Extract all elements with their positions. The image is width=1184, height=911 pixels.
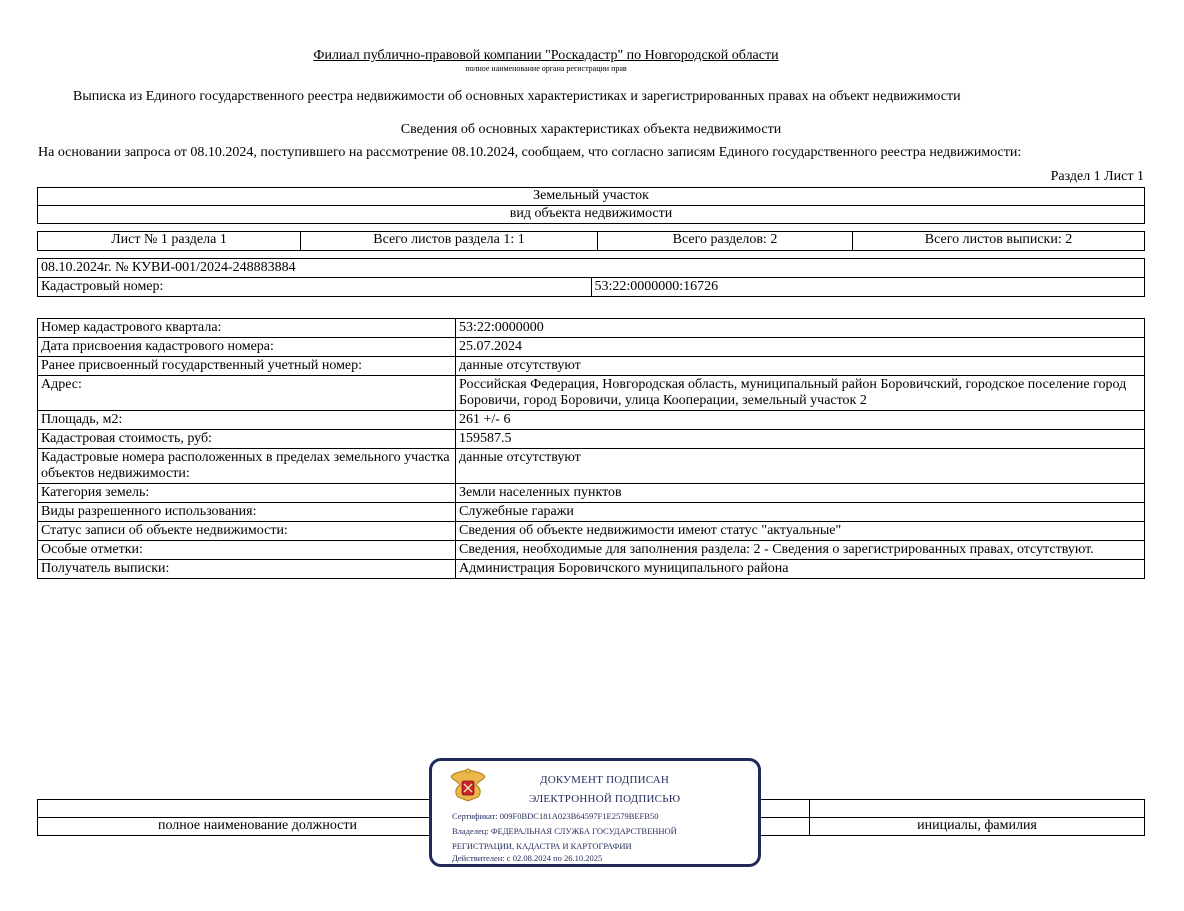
detail-label: Дата присвоения кадастрового номера:	[38, 338, 456, 357]
sheet-info-table	[37, 231, 1145, 251]
detail-row	[38, 411, 1145, 430]
detail-value: 159587.5	[456, 430, 1145, 449]
detail-label: Особые отметки:	[38, 541, 456, 560]
section-title: Сведения об основных характеристиках объекта недвижимости	[400, 122, 782, 137]
extract-title: Выписка из Единого государственного реестра недвижимости об основных характеристиках и зарегистрированных правах на объект недвижимости	[73, 89, 961, 104]
record-table	[37, 258, 1145, 297]
record-number: 08.10.2024г. № КУВИ-001/2024-248883884	[38, 259, 1145, 278]
cadastral-number-label: Кадастровый номер:	[38, 278, 592, 297]
detail-value: 261 +/- 6	[456, 411, 1145, 430]
object-type: Земельный участок	[38, 188, 1145, 206]
detail-row	[38, 319, 1145, 338]
detail-label: Получатель выписки:	[38, 560, 456, 579]
section-sheet: Раздел 1 Лист 1	[1050, 169, 1144, 184]
detail-value: Сведения об объекте недвижимости имеют статус "актуальные"	[456, 522, 1145, 541]
detail-label: Номер кадастрового квартала:	[38, 319, 456, 338]
detail-row	[38, 503, 1145, 522]
detail-label: Адрес:	[38, 376, 456, 411]
detail-label: Площадь, м2:	[38, 411, 456, 430]
name-cell	[810, 800, 1145, 818]
object-type-table	[37, 187, 1145, 224]
organization-block	[0, 48, 1092, 73]
detail-label: Категория земель:	[38, 484, 456, 503]
detail-value: Сведения, необходимые для заполнения раздела: 2 - Сведения о зарегистрированных правах, отсутствуют.	[456, 541, 1145, 560]
detail-row	[38, 376, 1145, 411]
detail-row	[38, 338, 1145, 357]
detail-value: Российская Федерация, Новгородская область, муниципальный район Боровичский, городское поселение город Боровичи, город Боровичи, улица Кооперации, земельный участок 2	[456, 376, 1145, 411]
total-sections: Всего разделов: 2	[598, 232, 853, 251]
detail-row	[38, 430, 1145, 449]
detail-value: Земли населенных пунктов	[456, 484, 1145, 503]
detail-value: Администрация Боровичского муниципального района	[456, 560, 1145, 579]
stamp-line-2: ЭЛЕКТРОННОЙ ПОДПИСЬЮ	[529, 793, 681, 805]
detail-label: Виды разрешенного использования:	[38, 503, 456, 522]
detail-label: Ранее присвоенный государственный учетный номер:	[38, 357, 456, 376]
detail-value: 53:22:0000000	[456, 319, 1145, 338]
detail-label: Статус записи об объекте недвижимости:	[38, 522, 456, 541]
detail-row	[38, 449, 1145, 484]
total-sheets-section: Всего листов раздела 1: 1	[301, 232, 598, 251]
total-sheets-extract: Всего листов выписки: 2	[853, 232, 1145, 251]
detail-row	[38, 484, 1145, 503]
details-table	[37, 318, 1145, 579]
stamp-certificate: Сертификат: 009F0BDC181A023B64597F1E2579BEFB50	[452, 811, 659, 821]
object-type-caption: вид объекта недвижимости	[38, 206, 1145, 224]
detail-value: Служебные гаражи	[456, 503, 1145, 522]
detail-value: данные отсутствуют	[456, 449, 1145, 484]
detail-value: 25.07.2024	[456, 338, 1145, 357]
stamp-owner-1: Владелец: ФЕДЕРАЛЬНАЯ СЛУЖБА ГОСУДАРСТВЕННОЙ	[452, 826, 677, 836]
position-caption: полное наименование должности	[38, 818, 478, 836]
name-caption: инициалы, фамилия	[810, 818, 1145, 836]
stamp-owner-2: РЕГИСТРАЦИИ, КАДАСТРА И КАРТОГРАФИИ	[452, 841, 632, 851]
basis-text: На основании запроса от 08.10.2024, поступившего на рассмотрение 08.10.2024, сообщаем, что согласно записям Единого государственного реестра недвижимости:	[38, 145, 1022, 160]
cadastral-number-value: 53:22:0000000:16726	[591, 278, 1145, 297]
stamp-valid: Действителен: с 02.08.2024 по 26.10.2025	[452, 853, 603, 863]
detail-row	[38, 357, 1145, 376]
stamp-line-1: ДОКУМЕНТ ПОДПИСАН	[540, 774, 670, 786]
sheet-number: Лист № 1 раздела 1	[38, 232, 301, 251]
detail-row	[38, 560, 1145, 579]
detail-label: Кадастровые номера расположенных в пределах земельного участка объектов недвижимости:	[38, 449, 456, 484]
organization-caption: полное наименование органа регистрации прав	[465, 64, 627, 73]
organization-name: Филиал публично-правовой компании "Роскадастр" по Новгородской области	[313, 48, 779, 63]
e-signature-stamp	[429, 758, 761, 867]
detail-label: Кадастровая стоимость, руб:	[38, 430, 456, 449]
detail-row	[38, 522, 1145, 541]
detail-value: данные отсутствуют	[456, 357, 1145, 376]
coat-of-arms-icon	[448, 765, 488, 805]
detail-row	[38, 541, 1145, 560]
position-cell	[38, 800, 478, 818]
